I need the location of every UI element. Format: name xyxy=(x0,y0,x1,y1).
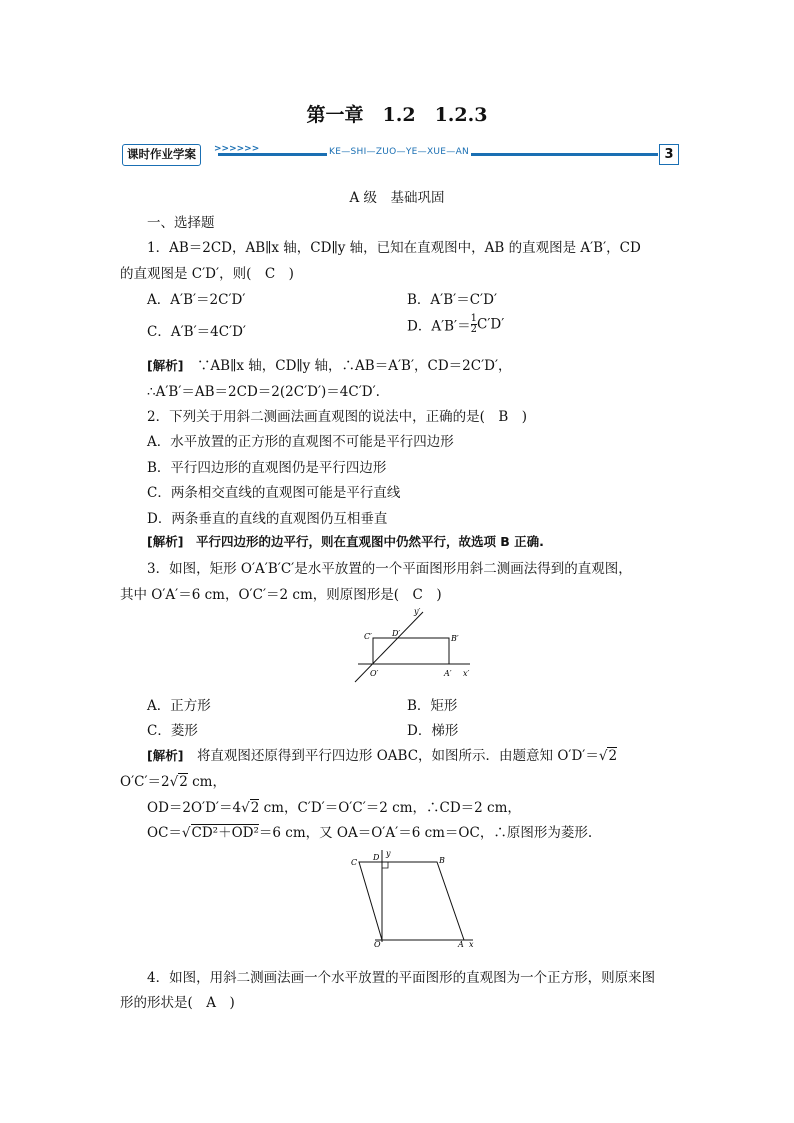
q4-stem-line2: 形的形状是( A ) xyxy=(120,995,235,1011)
page-title: 第一章 1.2 1.2.3 xyxy=(306,104,488,126)
section-heading: 一、选择题 xyxy=(147,215,215,231)
q1-option-a: A．A′B′＝2C′D′ xyxy=(147,292,246,308)
q3-solution-line1: [解析] 将直观图还原得到平行四边形 OABC，如图所示．由题意知 O′D′＝√2 xyxy=(147,748,618,764)
banner-label: 课时作业学案 xyxy=(122,144,201,166)
radicand: 2 xyxy=(250,800,260,816)
q2-solution xyxy=(147,532,544,550)
q3-option-a: A．正方形 xyxy=(147,698,211,714)
q1-option-c: C．A′B′＝4C′D′ xyxy=(147,324,247,340)
q1-option-d-suffix: C′D′ xyxy=(477,316,505,333)
label-y: y xyxy=(386,849,391,858)
q2-option-c: C．两条相交直线的直观图可能是平行直线 xyxy=(147,485,401,501)
label-d: D′ xyxy=(392,629,401,638)
q3-figure-oblique-rectangle xyxy=(350,604,480,686)
q1-option-b: B．A′B′＝C′D′ xyxy=(407,292,498,308)
label-y: y′ xyxy=(414,607,421,616)
q3-option-c: C．菱形 xyxy=(147,723,198,739)
label-o: O xyxy=(374,940,381,949)
q3-stem-line1: 3．如图，矩形 O′A′B′C′是水平放置的一个平面图形用斜二测画法得到的直观图， xyxy=(147,561,632,577)
q1-solution-line1 xyxy=(147,354,512,374)
q2-option-b: B．平行四边形的直观图仍是平行四边形 xyxy=(147,460,387,476)
y-axis-line xyxy=(355,612,423,682)
q3-solution-text: cm，C′D′＝O′C′＝2 cm，∴CD＝2 cm， xyxy=(259,800,521,816)
label-x: x′ xyxy=(463,669,470,678)
banner-pinyin: KE—SHI—ZUO—YE—XUE—AN xyxy=(329,147,470,157)
banner-arrows: >>>>>> xyxy=(214,144,260,154)
fraction-numerator: 1 xyxy=(470,313,477,324)
q2-option-d: D．两条垂直的直线的直观图仍互相垂直 xyxy=(147,511,388,527)
section-banner xyxy=(122,144,682,166)
radicand: 2 xyxy=(179,774,188,790)
solution-tag: [解析] xyxy=(147,358,184,373)
solution-tag: [解析] xyxy=(147,534,184,549)
q4-stem-line1: 4．如图，用斜二测画法画一个水平放置的平面图形的直观图为一个正方形，则原来图 xyxy=(147,970,656,986)
q3-solution-line3: OD＝2O′D′＝4√2 cm，C′D′＝O′C′＝2 cm，∴CD＝2 cm， xyxy=(147,800,521,816)
q1-stem-line1: 1．AB＝2CD，AB∥x 轴，CD∥y 轴，已知在直观图中，AB 的直观图是 A′B′，CD xyxy=(147,240,641,256)
page-number: 3 xyxy=(659,144,679,165)
q1-solution-line2: ∴A′B′＝AB＝2CD＝2(2C′D′)＝4C′D′. xyxy=(147,384,380,400)
label-x: x xyxy=(469,940,474,949)
right-angle-mark xyxy=(382,862,388,868)
label-b: B xyxy=(439,856,445,865)
level-heading: A 级 基础巩固 xyxy=(349,190,445,206)
label-c: C′ xyxy=(364,632,372,641)
label-a: A′ xyxy=(444,669,452,678)
radicand: CD²＋OD² xyxy=(191,825,259,841)
label-d: D xyxy=(373,853,380,862)
q2-solution-text: 平行四边形的边平行，则在直观图中仍然平行，故选项 B 正确. xyxy=(195,534,544,549)
q3-option-d: D．梯形 xyxy=(407,723,459,739)
q3-solution-text: O′C′＝2 xyxy=(120,774,170,790)
q3-stem-line2: 其中 O′A′＝6 cm，O′C′＝2 cm，则原图形是( C ) xyxy=(120,587,442,603)
q2-option-a: A．水平放置的正方形的直观图不可能是平行四边形 xyxy=(147,434,454,450)
label-a: A xyxy=(458,940,464,949)
q3-solution-line2: O′C′＝2√2 cm， xyxy=(120,774,226,790)
q3-option-b: B．矩形 xyxy=(407,698,458,714)
q3-solution-text: OC＝ xyxy=(147,825,182,841)
q3-solution-line4: OC＝√CD²＋OD²＝6 cm，又 OA＝O′A′＝6 cm＝OC，∴原图形为菱形. xyxy=(147,825,593,841)
q3-solution-text: cm， xyxy=(187,774,226,790)
label-c: C xyxy=(351,858,358,867)
q3-figure-rhombus xyxy=(345,848,480,950)
rectangle-oabc xyxy=(373,638,449,664)
q1-option-d-prefix: D．A′B′＝ xyxy=(407,318,471,335)
q1-solution-text: ∵AB∥x 轴，CD∥y 轴，∴AB＝A′B′，CD＝2C′D′， xyxy=(196,358,512,374)
parallelogram-oabc xyxy=(359,862,464,940)
fraction-denominator: 2 xyxy=(470,324,477,335)
q3-solution-text: 将直观图还原得到平行四边形 OABC，如图所示．由题意知 O′D′＝ xyxy=(196,748,599,764)
label-o: O′ xyxy=(370,669,379,678)
radicand: 2 xyxy=(608,748,618,764)
solution-tag: [解析] xyxy=(147,748,184,763)
q1-option-d xyxy=(407,314,504,335)
q2-stem: 2．下列关于用斜二测画法画直观图的说法中，正确的是( B ) xyxy=(147,409,528,425)
q3-solution-text: OD＝2O′D′＝4 xyxy=(147,800,242,816)
q1-stem-line2: 的直观图是 C′D′，则( C ) xyxy=(120,266,294,282)
label-b: B′ xyxy=(451,634,459,643)
q3-solution-text: ＝6 cm，又 OA＝O′A′＝6 cm＝OC，∴原图形为菱形. xyxy=(258,825,593,841)
